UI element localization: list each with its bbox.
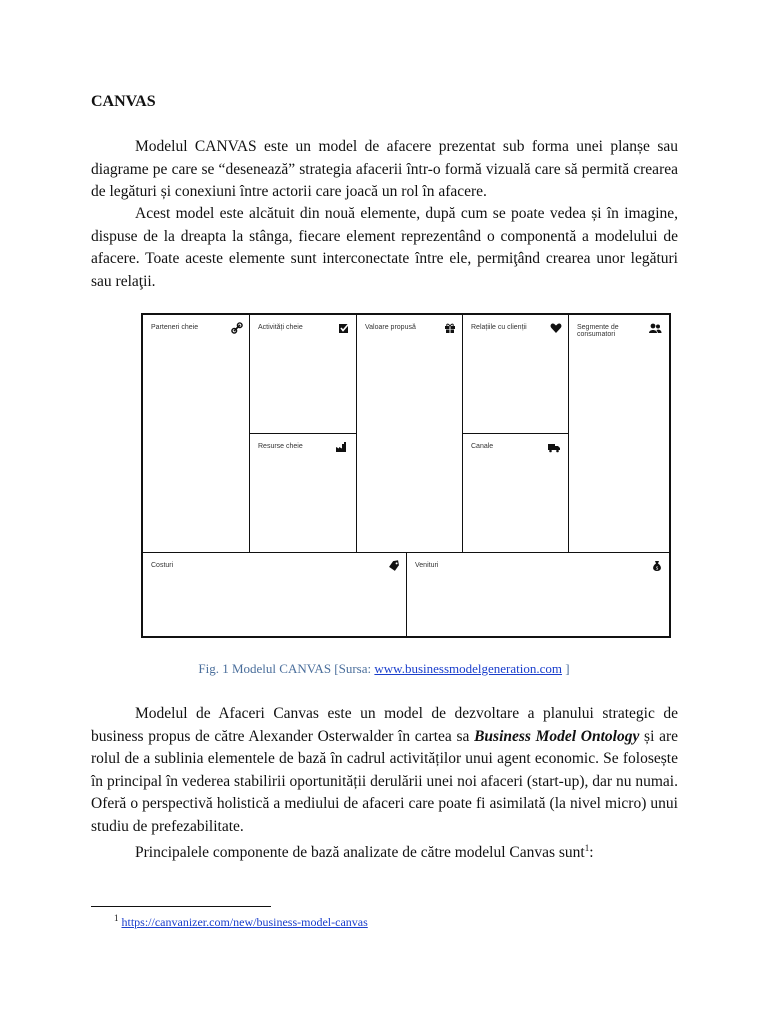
paragraph-1: Modelul CANVAS este un model de afacere prezentat sub forma unei planșe sau diagrame pe care se “desenează” strategia afacerii într-o formă vizuală care să permită crearea de legături și conexiuni între actorii care joacă un rol în afacere. <box>91 138 678 200</box>
cell-venituri: Venituri $ <box>407 553 669 636</box>
users-icon <box>647 322 663 334</box>
business-model-canvas-figure <box>141 313 671 638</box>
heart-icon <box>550 322 562 334</box>
footnote: $^1$ https://canvanizer.com/new/business-model-canvas <box>114 913 368 929</box>
cell-valoare-propusa: Valoare propusă <box>357 315 463 553</box>
paragraph-4: Principalele componente de bază analizate de către modelul Canvas sunt$^1$: <box>135 843 594 862</box>
truck-icon <box>546 441 562 453</box>
section-heading: CANVAS <box>91 93 156 110</box>
checkbox-icon <box>338 322 350 334</box>
price-tag-icon <box>388 560 400 572</box>
cell-parteneri-cheie: Parteneri cheie <box>143 315 250 553</box>
cell-segmente-consumatori: Segmente de consumatori <box>569 315 669 553</box>
cell-resurse-cheie: Resurse cheie <box>250 434 357 553</box>
footnote-link[interactable]: https://canvanizer.com/new/business-model-canvas <box>121 915 368 929</box>
footnote-separator <box>91 906 271 907</box>
cell-activitati-cheie: Activități cheie <box>250 315 357 434</box>
cell-canale: Canale <box>463 434 569 553</box>
link-icon <box>231 322 243 334</box>
gift-icon <box>444 322 456 334</box>
paragraph-3: Modelul de Afaceri Canvas este un model de dezvoltare a planului strategic de business propus de către Alexander Osterwalder în cartea sa Business Model Ontology și are rolul de a sublinia elementele de bază în cadrul activităților unui agent economic. Se folosește în principal în vederea stabilirii oportunității derulării unei noi afaceri (start-up), dar nu numai. Oferă o perspectivă holistică a mediului de afaceri care poate fi asimilată (la nivel micro) unui studiu de prefezabilitate. <box>91 705 679 835</box>
cell-costuri: Costuri <box>143 553 407 636</box>
footnote-ref[interactable]: 1 <box>584 843 590 853</box>
svg-text:$: $ <box>655 566 659 572</box>
figure-caption: Fig. 1 Modelul CANVAS [Sursa: www.businessmodelgeneration.com ] <box>198 661 570 676</box>
money-bag-icon <box>651 560 663 572</box>
factory-icon <box>334 441 350 453</box>
book-title: Business Model Ontology <box>474 727 640 745</box>
cell-relatii-clienti: Relațiile cu clienții <box>463 315 569 434</box>
paragraph-2: Acest model este alcătuit din nouă elemente, după cum se poate vedea și în imagine, dispuse de la dreapta la stânga, fiecare element reprezentând o componentă a modelului de afacere. Toate aceste elemente sunt interconectate între ele, permiţând crearea unor legături sau relaţii. <box>91 205 678 290</box>
caption-source-link[interactable]: www.businessmodelgeneration.com <box>374 661 563 676</box>
